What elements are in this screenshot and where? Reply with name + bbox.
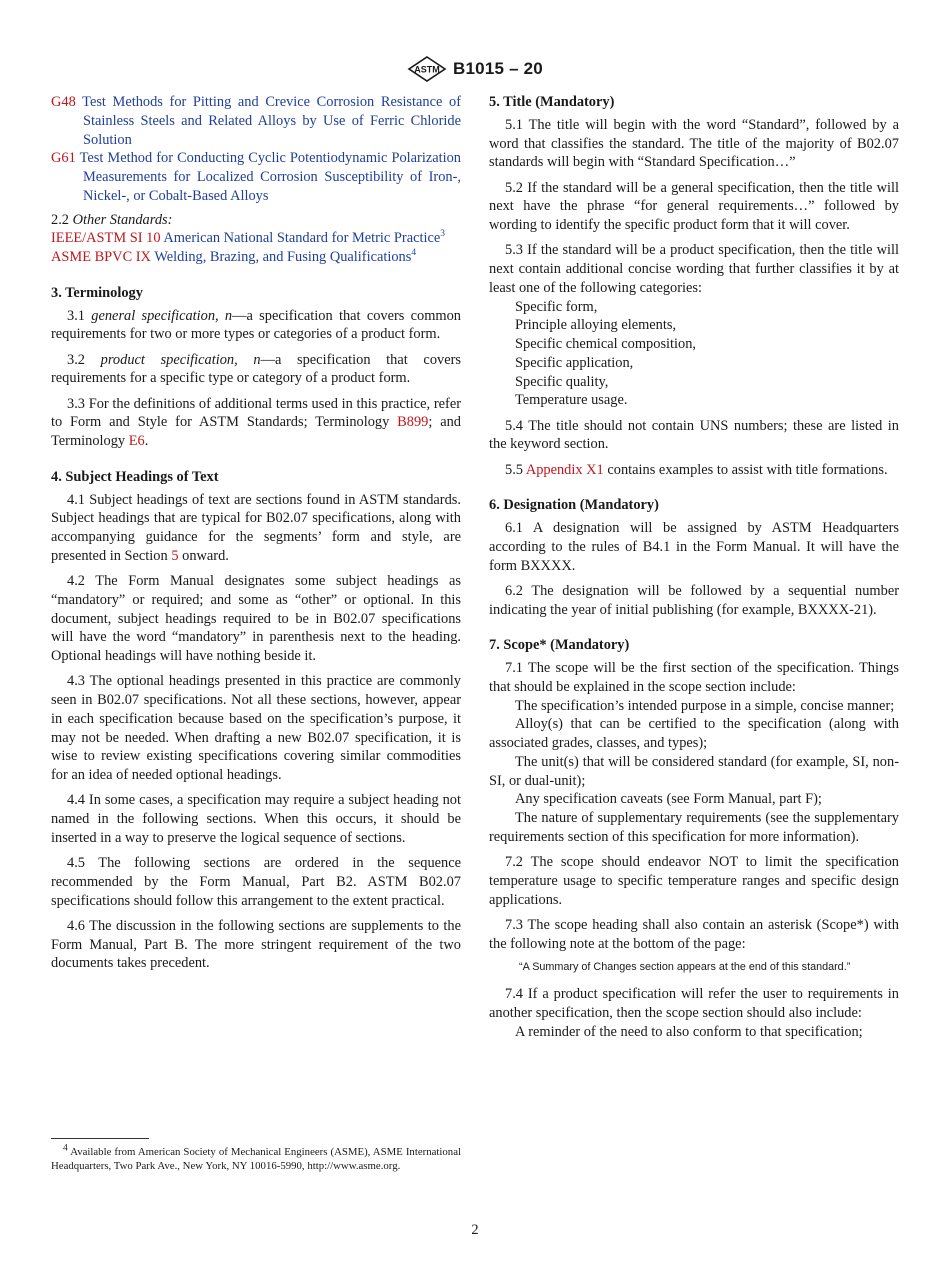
paragraph-7-1: 7.1 The scope will be the first section of the specification. Things that should be explained in the scope section include:	[489, 660, 899, 695]
section-heading: 6. Designation (Mandatory)	[489, 497, 659, 514]
footnote-divider	[51, 1138, 149, 1139]
paragraph-text: ; and Terminology	[51, 414, 461, 449]
footnote-text: Available from American Society of Mechanical Engineers (ASME), ASME International Headquarters, Two Park Ave., New York, NY 10016-5990, http://www.asme.org.	[51, 1146, 462, 1172]
paragraph-7-2: 7.2 The scope should endeavor NOT to limit the specification temperature usage to specific temperature ranges and specific design applications.	[489, 854, 899, 908]
scope-note: “A Summary of Changes section appears at the end of this standard.”	[519, 961, 851, 974]
list-item: Principle alloying elements,	[515, 317, 677, 334]
scope-item: Alloy(s) that can be certified to the specification (along with associated grades, classes, and types);	[489, 716, 899, 751]
reference-code[interactable]: G48	[51, 94, 76, 110]
category-list	[489, 298, 899, 411]
reference-code[interactable]: G61	[51, 150, 76, 167]
section-subtitle: Other Standards:	[72, 211, 173, 228]
paragraph-6-1: 6.1 A designation will be assigned by ASTM Headquarters according to the rules of B4.1 in the Form Manual. It will have the form BXXXX.	[489, 520, 899, 574]
scope-item: The specification’s intended purpose in a simple, concise manner;	[515, 697, 895, 714]
scope-item: The nature of supplementary requirements (see the supplementary requirements section of this specification for more information).	[489, 810, 899, 845]
reference-ieee-astm	[51, 229, 461, 248]
paragraph-text: onward.	[182, 547, 229, 564]
paragraph-text: contains examples to assist with title formations.	[607, 461, 888, 478]
paragraph-text: 3.3 For the definitions of additional terms used in this practice, refer to Form and Style for ASTM Standards; Terminology	[51, 395, 461, 431]
section-heading: 5. Title (Mandatory)	[489, 94, 615, 110]
page-number: 2	[471, 1222, 479, 1238]
defined-term: product specification, n	[100, 351, 261, 368]
paragraph-3-3	[51, 395, 461, 451]
list-item: Temperature usage.	[515, 392, 628, 409]
link-b899[interactable]: B899	[397, 414, 429, 431]
left-column	[51, 93, 461, 980]
reference-g61	[51, 149, 461, 205]
list-item: Specific application,	[515, 354, 634, 371]
section-heading: 3. Terminology	[51, 284, 143, 301]
paragraph-3-2	[51, 351, 461, 389]
scope-item: The unit(s) that will be considered standard (for example, SI, non-SI, or dual-unit);	[489, 753, 899, 789]
paragraph-4-2: 4.2 The Form Manual designates some subject headings as “mandatory” or required; and some as “other” or optional. In this document, subject headings required to be in B02.07 specifications will have the word “mandatory” in parenthesis next to the heading. Optional headings will have nothing beside it.	[51, 573, 461, 664]
section-number: 3.2	[67, 351, 85, 368]
list-item: Specific quality,	[515, 373, 609, 390]
scope-item: A reminder of the need to also conform to that specification;	[515, 1023, 863, 1040]
right-column	[489, 93, 899, 1041]
defined-term: general specification, n	[91, 307, 233, 324]
paragraph-7-3: 7.3 The scope heading shall also contain an asterisk (Scope*) with the following note at the bottom of the page:	[489, 916, 899, 952]
link-e6[interactable]: E6	[128, 433, 145, 449]
paragraph-5-1: 5.1 The title will begin with the word “Standard”, followed by a word that classifies the standard. The title of the majority of B02.07 standards will begin with “Standard Specification…”	[489, 116, 899, 171]
paragraph-6-2: 6.2 The designation will be followed by a sequential number indicating the year of initial publishing (for example, BXXXX-21).	[489, 582, 899, 618]
paragraph-4-3: 4.3 The optional headings presented in this practice are commonly seen in B02.07 specifications. Not all these sections, however, appear in each specification because based on the specification’s purpose, it may not be needed. When drafting a new B02.07 specification, it is wise to review existing specifications covering similar commodities for an idea of needed optional headings.	[51, 673, 461, 783]
paragraph-text: 4.1 Subject headings of text are sections found in ASTM standards. Subject headings that are typical for B02.07 specifications, along with accompanying guidance for the segments’ form and style, are presented in Section	[51, 491, 461, 564]
paragraph-4-4: 4.4 In some cases, a specification may require a subject heading not named in the following sections. When this occurs, it should be inserted in a way to preserve the logical sequence of sections.	[51, 792, 461, 846]
reference-code[interactable]: ASME BPVC IX	[51, 249, 151, 265]
reference-title[interactable]: Welding, Brazing, and Fusing Qualifications	[154, 249, 412, 265]
section-number: 3.1	[67, 307, 85, 324]
section-2-2	[51, 211, 461, 230]
paragraph-5-4: 5.4 The title should not contain UNS numbers; these are listed in the keyword section.	[489, 417, 899, 453]
list-item: Specific form,	[515, 298, 598, 315]
reference-title[interactable]: Test Method for Conducting Cyclic Potentiodynamic Polarization Measurements for Localized Corrosion Susceptibility of Iron-, Nickel-, or Cobalt-Based Alloys	[79, 150, 461, 204]
paragraph-5-3: 5.3 If the standard will be a product specification, then the title will next contain additional concise wording that further classifies it by at least one of the following categories:	[489, 242, 899, 296]
paragraph-4-5: 4.5 The following sections are ordered in the sequence recommended by the Form Manual, Part B2. ASTM B02.07 specifications should follow this arrangement to the extent practical.	[51, 855, 461, 909]
footnote-number: 4	[63, 1143, 68, 1154]
page-header	[0, 56, 950, 82]
link-section-5[interactable]: 5	[171, 547, 179, 564]
footnote-4	[51, 1143, 462, 1173]
astm-logo-icon	[407, 56, 447, 82]
footnote-marker[interactable]: 3	[440, 229, 446, 240]
reference-code[interactable]: IEEE/ASTM SI 10	[51, 230, 161, 247]
paragraph-3-1	[51, 307, 461, 345]
standard-designation: B1015 – 20	[453, 59, 543, 78]
reference-title[interactable]: American National Standard for Metric Practice	[163, 230, 441, 247]
link-appendix-x1[interactable]: Appendix X1	[525, 461, 604, 478]
paragraph-4-1	[51, 491, 461, 566]
svg-text:ASTM: ASTM	[414, 64, 440, 75]
definition-text: —a specification that covers requirements for a specific type or category of a product form.	[51, 351, 461, 387]
section-heading: 7. Scope* (Mandatory)	[489, 637, 630, 654]
reference-title[interactable]: Test Methods for Pitting and Crevice Corrosion Resistance of Stainless Steels and Related Alloys by Use of Ferric Chloride Solution	[82, 94, 461, 148]
paragraph-7-4: 7.4 If a product specification will refer the user to requirements in another specification, then the scope section should also include:	[489, 986, 899, 1021]
paragraph-text: .	[144, 433, 149, 449]
paragraph-5-2: 5.2 If the standard will be a general specification, then the title will next have the phrase “for general requirements…” followed by wording to identify the specific product form that it will cover.	[489, 179, 899, 233]
list-item: Specific chemical composition,	[515, 336, 697, 352]
definition-text: —a specification that covers common requirements for two or more types or categories of a product form.	[51, 307, 462, 343]
section-number: 5.5	[505, 461, 523, 478]
scope-item: Any specification caveats (see Form Manual, part F);	[515, 791, 822, 808]
footnote-marker[interactable]: 4	[411, 248, 417, 259]
reference-g48	[51, 93, 461, 149]
reference-asme	[51, 248, 461, 267]
section-number: 2.2	[51, 211, 69, 228]
paragraph-4-6: 4.6 The discussion in the following sections are supplements to the Form Manual, Part B. The more stringent requirement of the two documents takes precedent.	[51, 917, 461, 972]
paragraph-5-5	[489, 461, 899, 480]
section-heading: 4. Subject Headings of Text	[51, 468, 219, 485]
